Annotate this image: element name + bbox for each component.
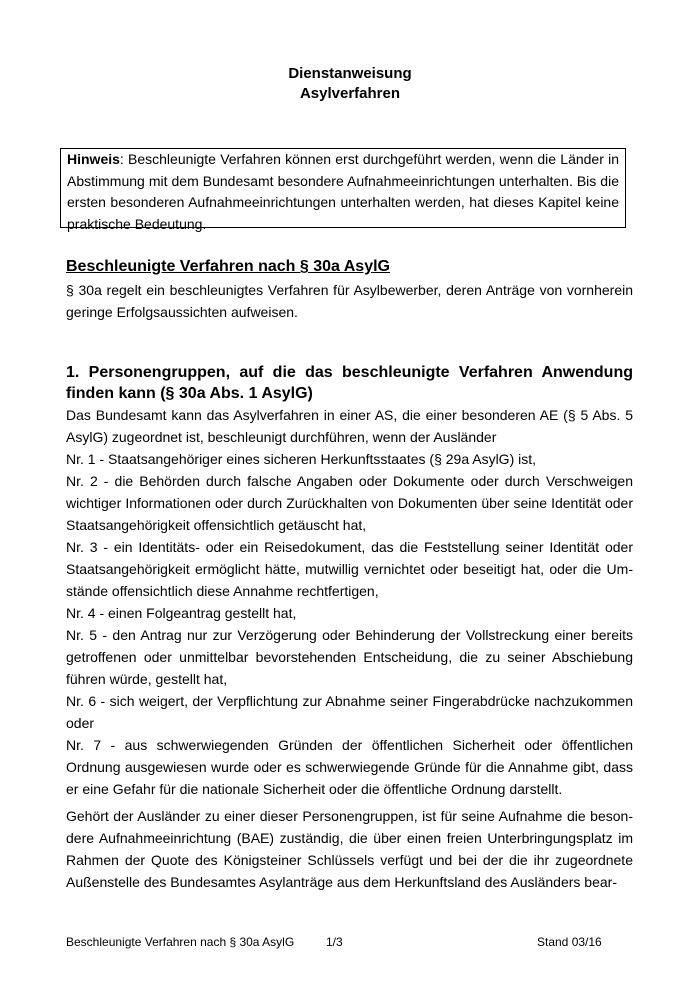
criterion-6: Nr. 6 - sich weigert, der Verpflichtung zur Abnahme seiner Fingerabdrücke nachzukommen oder bbox=[66, 693, 633, 731]
section-intro: § 30a regelt ein beschleunigtes Verfahren für Asylbewerber, deren Anträge von vornherein geringe Erfolgsaussichten aufweisen. bbox=[66, 282, 633, 320]
note-box bbox=[60, 148, 626, 232]
criterion-5: Nr. 5 - den Antrag nur zur Verzögerung oder Behinderung der Vollstreckung einer bereits getroffenen oder unmittelbar bevorstehenden Entscheidung, die zu seiner Abschiebung führen würde, gestellt hat, bbox=[66, 627, 633, 687]
subsection-heading: 1. Personengruppen, auf die das beschleunigte Verfahren Anwendung finden kann (§ 30a Abs. 1 AsylG) bbox=[66, 364, 633, 402]
document-title: Dienstanweisung bbox=[288, 65, 412, 82]
criterion-4: Nr. 4 - einen Folgeantrag gestellt hat, bbox=[66, 605, 297, 621]
criteria-intro: Das Bundesamt kann das Asylverfahren in einer AS, die einer besonderen AE (§ 5 Abs. 5 AsylG) zugeordnet ist, beschleunigt durchführen, wenn der Ausländer bbox=[66, 407, 633, 445]
closing-paragraph: Gehört der Ausländer zu einer dieser Personengruppen, ist für seine Aufnahme die besondere Aufnahmeeinrichtung (BAE) zuständig, die über einen freien Unterbringungsplatz im Rahmen der Quote des Königsteiner Schlüssels verfügt und bei der die ihr zugeordnete Außenstelle des Bundesamtes Asylanträge aus dem Herkunftsland des Ausländers bear- bbox=[66, 808, 633, 890]
footer-title: Beschleunigte Verfahren nach § 30a AsylG bbox=[66, 935, 295, 949]
footer-date: Stand 03/16 bbox=[537, 935, 602, 949]
footer-page-number: 1/3 bbox=[326, 935, 343, 949]
note-label: Hinweis bbox=[67, 151, 120, 167]
criteria-list bbox=[66, 404, 633, 800]
criterion-1: Nr. 1 - Staatsangehöriger eines sicheren Herkunftsstaates (§ 29a AsylG) ist, bbox=[66, 451, 537, 467]
criterion-3: Nr. 3 - ein Identitäts- oder ein Reisedokument, das die Feststellung seiner Identität oder Staatsangehörigkeit ermöglicht hätte, mutwillig vernichtet oder beseitigt hat, oder die Umstände offensichtlich diese Annahme rechtfertigen, bbox=[66, 539, 633, 599]
note-text: : Beschleunigte Verfahren können erst durchgeführt werden, wenn die Länder in Abstimmung mit dem Bundesamt besondere Aufnahmeeinrichtungen unterhalten. Bis die ersten besonderen Aufnahmeeinrichtungen unterhalten werden, hat dieses Kapitel keine praktische Bedeutung. bbox=[67, 151, 619, 232]
document-subtitle: Asylverfahren bbox=[299, 85, 401, 102]
criterion-7: Nr. 7 - aus schwerwiegenden Gründen der öffentlichen Sicherheit oder öffentlichen Ordnung ausgewiesen wurde oder es schwerwiegende Gründe für die Annahme gibt, dass er eine Gefahr für die nationale Sicherheit oder die öffentliche Ordnung darstellt. bbox=[66, 737, 633, 797]
criterion-2: Nr. 2 - die Behörden durch falsche Angaben oder Dokumente oder durch Verschweigen wichtiger Informationen oder durch Zurückhalten von Dokumenten über seine Identität oder Staatsangehörigkeit offensichtlich getäuscht hat, bbox=[66, 473, 633, 533]
section-heading: Beschleunigte Verfahren nach § 30a AsylG bbox=[66, 258, 390, 275]
